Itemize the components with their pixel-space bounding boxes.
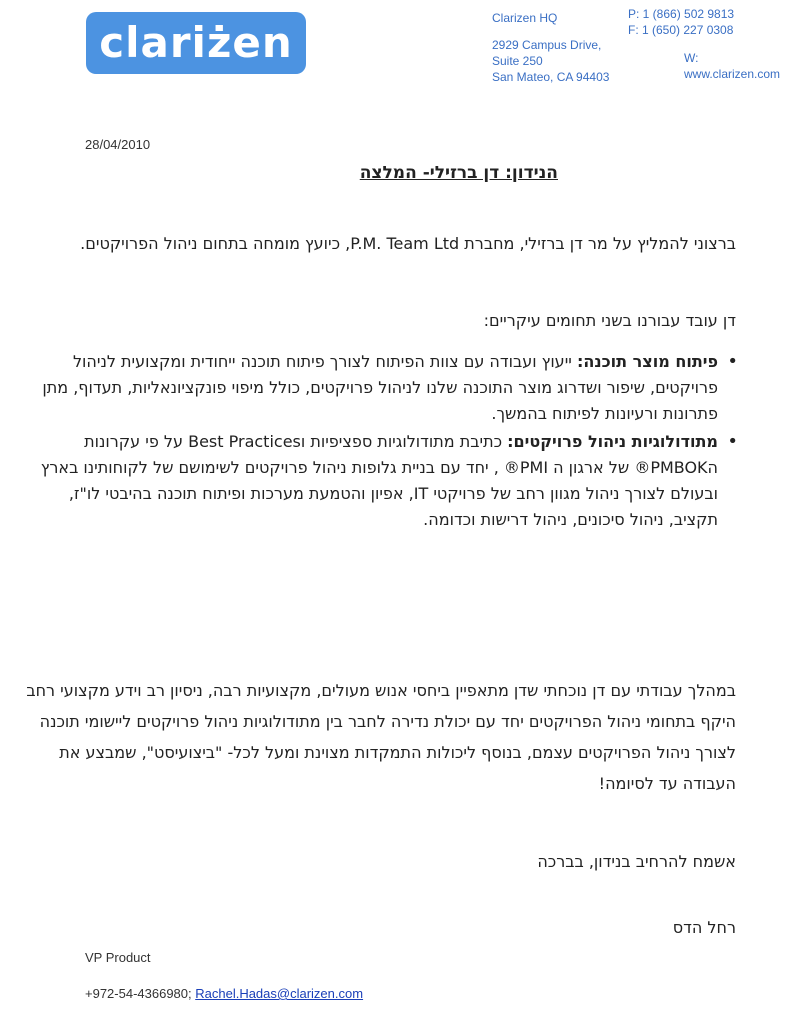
address-block (492, 37, 609, 85)
signer-contact (85, 986, 363, 1001)
address-line-1: 2929 Campus Drive, (492, 38, 602, 52)
bullet-icon: • (727, 431, 738, 452)
web-block (684, 50, 780, 82)
fax-number: F: 1 (650) 227 0308 (628, 23, 734, 37)
web-url: www.clarizen.com (684, 67, 781, 81)
bullet-text: כתיבת מתודולוגיות ספציפיות וBest Practices על פי עקרונות הPMBOK® של ארגון ה PMI® , יחד עם בניית גלופות ניהול פרויקטים לשימושם של לקוחותינו בארץ ובעולם לצורך ניהול מגוון רחב של פרויקטי IT, אפיון והטמעת מערכות ופיתוח תוכנה בהיבטי לו"ז, תקציב, ניהול סיכונים, ניהול דרישות וכדומה. (40, 432, 718, 529)
signer-name: רחל הדס (672, 918, 736, 937)
clarizen-logo (86, 12, 306, 74)
letter-subject: הנידון: דן ברזילי- המלצה (359, 163, 558, 183)
hq-block (492, 10, 557, 26)
areas-intro: דן עובד עבורנו בשני תחומים עיקריים: (483, 311, 736, 330)
bullet-icon: • (727, 351, 738, 372)
letter-date: 28/04/2010 (85, 137, 151, 152)
hq-name: Clarizen HQ (492, 11, 558, 25)
phone-number: P: 1 (866) 502 9813 (628, 7, 735, 21)
address-line-2: Suite 250 (492, 54, 543, 68)
closing-paragraph: במהלך עבודתי עם דן נוכחתי שדן מתאפיין ביחסי אנוש מעולים, מקצועיות רבה, ניסיון רב וידע מקצועי רחב היקף בתחומי ניהול הפרויקטים יחד עם יכולת נדירה לחבר בין מתודולוגיות ניהול פרויקטים ליישומי תוכנה לצורך ניהול הפרויקטים עצמם, בנוסף ליכולות התמקדות מצוינת ומעל לכל- "ביצועיסט", שמבצע את העבודה עד לסיומה! (26, 681, 736, 793)
address-line-3: San Mateo, CA 94403 (492, 70, 610, 84)
areas-list (20, 349, 736, 535)
logo-text: clariżen (99, 18, 293, 67)
signer-email-link[interactable]: Rachel.Hadas@clarizen.com (195, 986, 364, 1001)
bullet-topic: פיתוח מוצר תוכנה: (576, 352, 718, 371)
bullet-text: ייעוץ ועבודה עם צוות הפיתוח לצורך פיתוח תוכנה ייחודית ומקצועית לניהול פרויקטים, שיפור ושדרוג מוצר התוכנה שלנו לניהול פרויקטים, כולל מיפוי פונקציונאליות, תעדוף, מתן פתרונות ורעיונות לפיתוח בהמשך. (42, 352, 718, 423)
intro-paragraph: ברצוני להמליץ על מר דן ברזילי, מחברת P.M. Team Ltd, כיועץ מומחה בתחום ניהול הפרויקטים. (80, 234, 736, 253)
web-label: W: (684, 51, 699, 65)
sign-off: אשמח להרחיב בנידון, בברכה (537, 852, 736, 871)
bullet-topic: מתודולוגיות ניהול פרויקטים: (507, 432, 718, 451)
phone-block (628, 6, 734, 38)
list-item (20, 429, 738, 533)
signer-role: VP Product (85, 950, 151, 965)
list-item (20, 349, 738, 427)
signer-phone: +972-54-4366980; (85, 986, 196, 1001)
